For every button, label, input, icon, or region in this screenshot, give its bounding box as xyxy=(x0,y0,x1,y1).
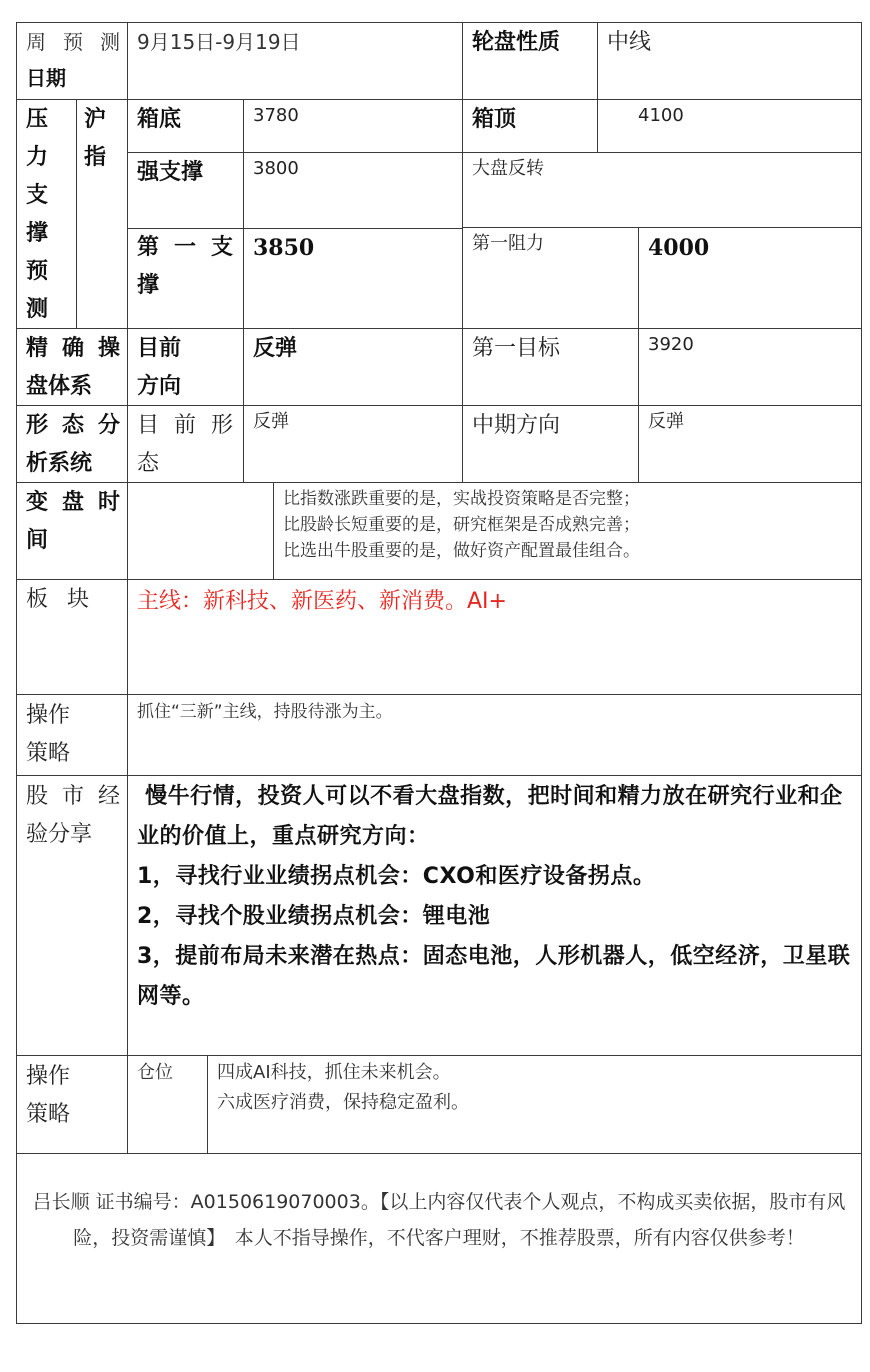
current-pattern-value: 反弹 xyxy=(253,411,289,432)
current-direction-value: 反弹 xyxy=(253,336,298,361)
first-resistance-label: 第一阻力 xyxy=(472,233,544,254)
date-value: 9月15日-9月19日 xyxy=(137,30,301,54)
strategy-value: 抓住“三新”主线，持股待涨为主。 xyxy=(137,702,393,722)
change-time-quotes xyxy=(283,486,640,564)
experience-point: 3，提前布局未来潜在热点：固态电池，人形机器人，低空经济，卫星联网等。 xyxy=(137,944,851,1009)
date-label: 周 预 测 日期 xyxy=(26,30,120,90)
current-direction-label: 目前 方向 xyxy=(137,336,182,399)
mid-direction-label: 中期方向 xyxy=(472,413,561,438)
strong-support-label: 强支撑 xyxy=(137,160,204,185)
pressure-group-label: 压力支撑预测 xyxy=(26,107,49,322)
box-bottom-value: 3780 xyxy=(253,105,299,126)
box-top-value: 4100 xyxy=(638,105,684,126)
box-top-label: 箱顶 xyxy=(472,107,517,132)
experience-point: 2，寻找个股业绩拐点机会：锂电池 xyxy=(137,904,491,929)
nature-value: 中线 xyxy=(607,30,652,55)
strong-support-value: 3800 xyxy=(253,158,299,179)
experience-point: 1，寻找行业业绩拐点机会：CXO和医疗设备拐点。 xyxy=(137,864,656,889)
first-support-value: 3850 xyxy=(253,235,315,261)
nature-label: 轮盘性质 xyxy=(472,30,561,55)
quote-line: 比指数涨跌重要的是，实战投资策略是否完整； xyxy=(283,489,640,509)
allocation-line: 四成AI科技，抓住未来机会。 xyxy=(217,1062,451,1083)
change-time-label: 变 盘 时 间 xyxy=(26,490,120,553)
position-label: 仓位 xyxy=(137,1062,173,1083)
strategy2-label: 操作 策略 xyxy=(26,1064,71,1127)
index-label: 沪指 xyxy=(84,107,107,170)
first-resistance-value: 4000 xyxy=(648,235,710,261)
strategy-label: 操作 策略 xyxy=(26,703,71,766)
position-allocation xyxy=(217,1058,469,1118)
experience-label: 股 市 经 验分享 xyxy=(26,784,120,847)
sector-label: 板 块 xyxy=(26,587,95,612)
experience-content xyxy=(137,777,855,1017)
pattern-system-label: 形 态 分 析系统 xyxy=(26,413,120,476)
quote-line: 比选出牛股重要的是，做好资产配置最佳组合。 xyxy=(283,541,640,561)
first-target-label: 第一目标 xyxy=(472,336,561,361)
box-bottom-label: 箱底 xyxy=(137,107,182,132)
sector-value: 主线：新科技、新医药、新消费。AI+ xyxy=(137,589,507,614)
first-target-value: 3920 xyxy=(648,334,694,355)
allocation-line: 六成医疗消费，保持稳定盈利。 xyxy=(217,1092,469,1113)
market-reversal-label: 大盘反转 xyxy=(472,158,544,179)
first-support-label: 第 一 支 撑 xyxy=(137,235,233,298)
quote-line: 比股龄长短重要的是，研究框架是否成熟完善； xyxy=(283,515,640,535)
experience-paragraph: 慢牛行情，投资人可以不看大盘指数，把时间和精力放在研究行业和企业的价值上，重点研究方向： xyxy=(137,784,843,849)
current-pattern-label: 目 前 形 态 xyxy=(137,413,233,476)
disclaimer: 吕长顺 证书编号：A0150619070003。【以上内容仅代表个人观点，不构成买卖依据，股市有风险，投资需谨慎】 本人不指导操作，不代客户理财，不推荐股票，所有内容仅供参考！ xyxy=(32,1191,846,1249)
precise-system-label: 精 确 操 盘体系 xyxy=(26,336,120,399)
mid-direction-value: 反弹 xyxy=(648,411,684,432)
